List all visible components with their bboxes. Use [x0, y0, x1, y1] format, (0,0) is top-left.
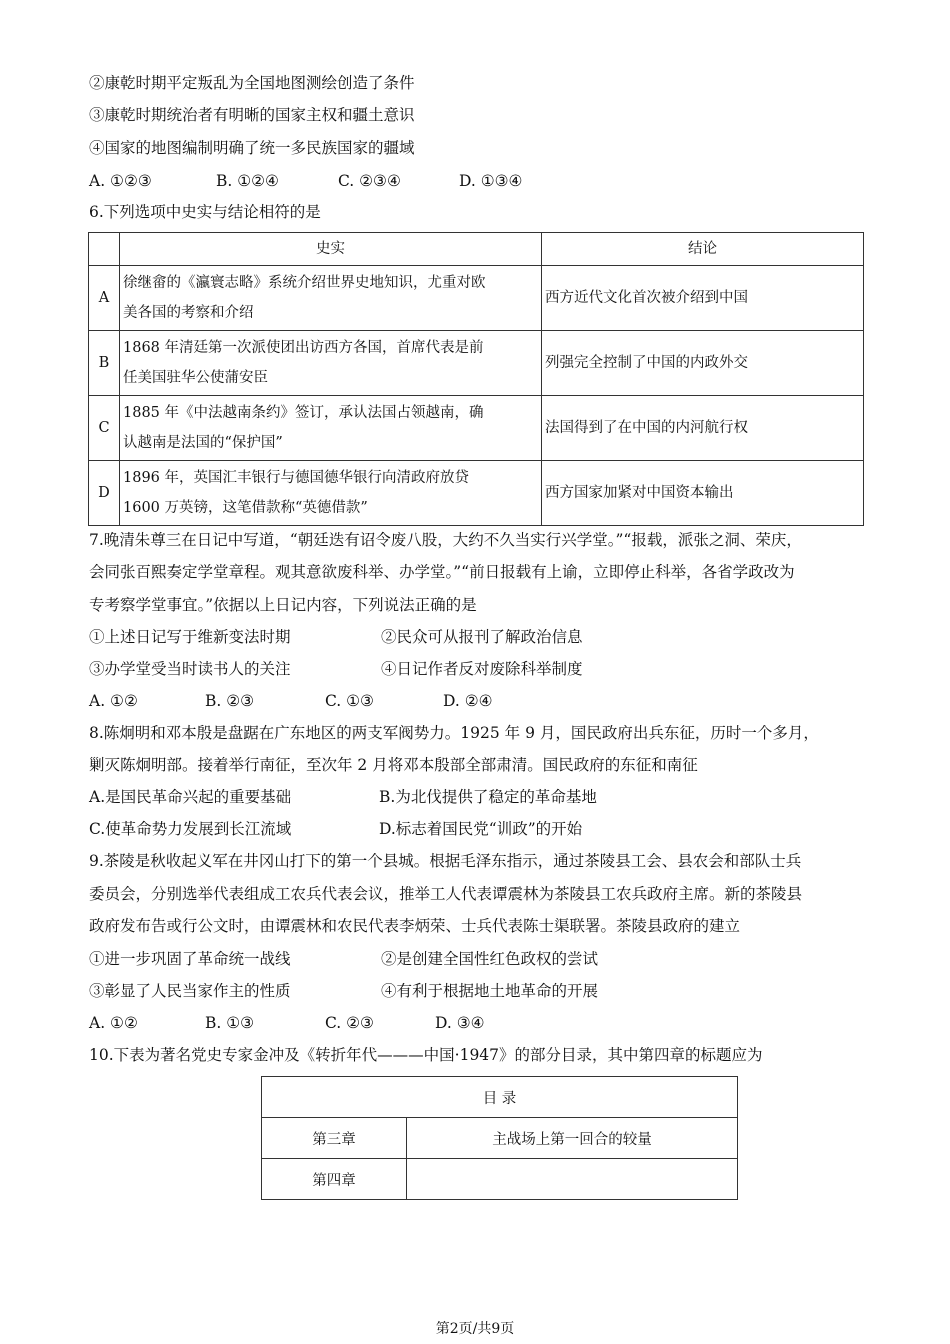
q6-corner-cell: [89, 233, 120, 266]
q7-option-c[interactable]: C. ①③: [325, 692, 374, 710]
q6-row-conclusion: 西方近代文化首次被介绍到中国: [542, 266, 864, 331]
q5-options: [89, 171, 522, 191]
q5-option-c[interactable]: C. ②③④: [338, 172, 401, 190]
q8-option-c[interactable]: C.使革命势力发展到长江流域: [89, 820, 292, 838]
q9-option-c[interactable]: C. ②③: [325, 1014, 374, 1032]
q6-row-conclusion: 法国得到了在中国的内河航行权: [542, 396, 864, 461]
q9-line-3: 政府发布告或行公文时，由谭震林和农民代表李炳荣、士兵代表陈士渠联署。茶陵县政府的建立: [89, 917, 741, 935]
q9-option-b[interactable]: B. ①③: [205, 1014, 255, 1032]
page-footer: 第2页/共9页: [435, 1321, 515, 1337]
q7-items-row-1: [89, 627, 583, 647]
q5-item-3: ③康乾时期统治者有明晰的国家主权和疆土意识: [89, 106, 415, 124]
q7-item-4: ④日记作者反对废除科举制度: [381, 660, 583, 678]
q10-table: [261, 1076, 738, 1200]
q7-item-2: ②民众可从报刊了解政治信息: [381, 628, 583, 646]
q6-stem: 6.下列选项中史实与结论相符的是: [89, 203, 321, 221]
q6-row-fact: 1896 年，英国汇丰银行与德国德华银行向清政府放贷 1600 万英镑，这笔借款称“英德借款”: [120, 461, 542, 526]
q9-option-d[interactable]: D. ③④: [435, 1014, 485, 1032]
q7-item-1: ①上述日记写于维新变法时期: [89, 628, 291, 646]
q6-header-conclusion: 结论: [542, 233, 864, 266]
q10-chapter: 第三章: [262, 1118, 407, 1159]
q7-line-3: 专考察学堂事宜。”依据以上日记内容，下列说法正确的是: [89, 596, 477, 614]
q5-item-2: ②康乾时期平定叛乱为全国地图测绘创造了条件: [89, 74, 415, 92]
q7-option-b[interactable]: B. ②③: [205, 692, 255, 710]
q9-option-a[interactable]: A. ①②: [89, 1014, 138, 1032]
q6-row-conclusion: 西方国家加紧对中国资本输出: [542, 461, 864, 526]
q10-row: [262, 1159, 738, 1200]
q10-chapter: 第四章: [262, 1159, 407, 1200]
q10-chapter-title: 主战场上第一回合的较量: [407, 1118, 738, 1159]
q8-options-row-2: [89, 819, 582, 839]
q7-option-d[interactable]: D. ②④: [443, 692, 493, 710]
q9-items-row-1: [89, 949, 598, 969]
q7-options: [89, 691, 493, 711]
q8-line-2: 剿灭陈炯明部。接着举行南征，至次年 2 月将邓本殷部全部肃清。国民政府的东征和南征: [89, 756, 698, 774]
q8-line-1: 8.陈炯明和邓本殷是盘踞在广东地区的两支军阀势力。1925 年 9 月，国民政府出兵东征，历时一个多月，: [89, 724, 819, 742]
q7-items-row-2: [89, 659, 583, 679]
q5-item-4: ④国家的地图编制明确了统一多民族国家的疆域: [89, 139, 415, 157]
q6-row-b: [89, 331, 864, 396]
q8-option-b[interactable]: B.为北伐提供了稳定的革命基地: [379, 788, 597, 806]
q6-row-a: [89, 266, 864, 331]
q10-table-title: 目 录: [262, 1077, 738, 1118]
q6-row-fact: 徐继畲的《瀛寰志略》系统介绍世界史地知识，尤重对欧 美各国的考察和介绍: [120, 266, 542, 331]
q10-stem: 10.下表为著名党史专家金冲及《转折年代———中国·1947》的部分目录，其中第四章的标题应为: [89, 1046, 763, 1064]
q6-row-fact: 1868 年清廷第一次派使团出访西方各国，首席代表是前 任美国驻华公使蒲安臣: [120, 331, 542, 396]
q8-options-row-1: [89, 787, 597, 807]
q10-row: [262, 1118, 738, 1159]
q6-row-fact: 1885 年《中法越南条约》签订，承认法国占领越南，确 认越南是法国的“保护国”: [120, 396, 542, 461]
q7-line-1: 7.晚清朱尊三在日记中写道，“朝廷迭有诏令废八股，大约不久当实行兴学堂。”“报载，派张之洞、荣庆，: [89, 531, 802, 549]
q5-option-a[interactable]: A. ①②③: [89, 172, 152, 190]
q9-options: [89, 1013, 485, 1033]
q10-chapter-title-blank: [407, 1159, 738, 1200]
q8-option-d[interactable]: D.标志着国民党“训政”的开始: [379, 820, 583, 838]
q9-item-3: ③彰显了人民当家作主的性质: [89, 982, 291, 1000]
q9-item-1: ①进一步巩固了革命统一战线: [89, 950, 291, 968]
q9-items-row-2: [89, 981, 598, 1001]
q7-option-a[interactable]: A. ①②: [89, 692, 138, 710]
q6-row-label: D: [89, 461, 120, 526]
q9-line-2: 委员会，分别选举代表组成工农兵代表会议，推举工人代表谭震林为茶陵县工农兵政府主席。新的茶陵县: [89, 885, 803, 903]
q5-option-b[interactable]: B. ①②④: [216, 172, 279, 190]
q7-line-2: 会同张百熙奏定学堂章程。观其意欲废科举、办学堂。”“前日报载有上谕，立即停止科举，各省学政改为: [89, 563, 795, 581]
q7-item-3: ③办学堂受当时读书人的关注: [89, 660, 291, 678]
q6-row-conclusion: 列强完全控制了中国的内政外交: [542, 331, 864, 396]
q5-option-d[interactable]: D. ①③④: [459, 172, 523, 190]
q6-row-label: B: [89, 331, 120, 396]
q9-item-4: ④有利于根据地土地革命的开展: [381, 982, 599, 1000]
q9-item-2: ②是创建全国性红色政权的尝试: [381, 950, 599, 968]
q8-option-a[interactable]: A.是国民革命兴起的重要基础: [89, 788, 292, 806]
q6-row-c: [89, 396, 864, 461]
q9-line-1: 9.茶陵是秋收起义军在井冈山打下的第一个县城。根据毛泽东指示，通过茶陵县工会、县农会和部队士兵: [89, 852, 802, 870]
q6-row-d: [89, 461, 864, 526]
q6-row-label: C: [89, 396, 120, 461]
q6-row-label: A: [89, 266, 120, 331]
q6-table: [88, 232, 864, 526]
q6-header-fact: 史实: [120, 233, 542, 266]
